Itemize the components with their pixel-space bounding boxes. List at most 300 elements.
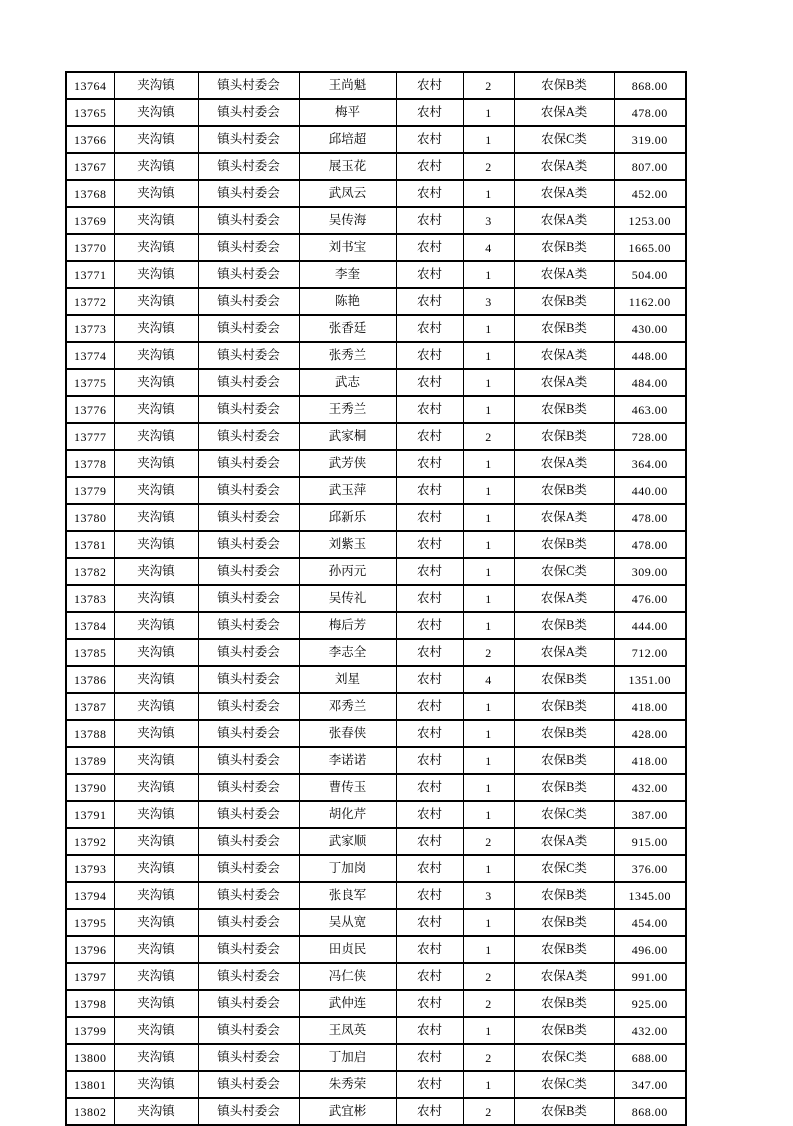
cell-town: 夹沟镇 xyxy=(114,180,198,207)
cell-amount: 309.00 xyxy=(614,558,686,585)
cell-amount: 387.00 xyxy=(614,801,686,828)
cell-insurance-category: 农保B类 xyxy=(514,882,614,909)
table-row xyxy=(66,855,686,882)
cell-amount: 452.00 xyxy=(614,180,686,207)
cell-town: 夹沟镇 xyxy=(114,666,198,693)
cell-residence-type: 农村 xyxy=(396,963,463,990)
cell-town: 夹沟镇 xyxy=(114,72,198,99)
records-table xyxy=(65,71,687,1126)
cell-amount: 807.00 xyxy=(614,153,686,180)
cell-person-count: 1 xyxy=(463,801,514,828)
table-row xyxy=(66,990,686,1017)
cell-amount: 444.00 xyxy=(614,612,686,639)
cell-insurance-category: 农保B类 xyxy=(514,396,614,423)
cell-residence-type: 农村 xyxy=(396,720,463,747)
cell-village-committee: 镇头村委会 xyxy=(198,720,299,747)
cell-amount: 418.00 xyxy=(614,747,686,774)
table-row xyxy=(66,639,686,666)
cell-amount: 496.00 xyxy=(614,936,686,963)
cell-person-count: 2 xyxy=(463,1044,514,1071)
cell-person-count: 1 xyxy=(463,180,514,207)
cell-amount: 463.00 xyxy=(614,396,686,423)
cell-town: 夹沟镇 xyxy=(114,504,198,531)
cell-village-committee: 镇头村委会 xyxy=(198,612,299,639)
cell-record-id: 13797 xyxy=(66,963,114,990)
cell-person-count: 1 xyxy=(463,369,514,396)
cell-insurance-category: 农保A类 xyxy=(514,207,614,234)
cell-residence-type: 农村 xyxy=(396,639,463,666)
cell-person-name: 武玉萍 xyxy=(299,477,396,504)
cell-record-id: 13789 xyxy=(66,747,114,774)
cell-village-committee: 镇头村委会 xyxy=(198,828,299,855)
cell-person-name: 胡化芹 xyxy=(299,801,396,828)
cell-person-name: 吴传海 xyxy=(299,207,396,234)
table-row xyxy=(66,882,686,909)
cell-village-committee: 镇头村委会 xyxy=(198,477,299,504)
table-row xyxy=(66,1071,686,1098)
cell-person-count: 1 xyxy=(463,855,514,882)
cell-town: 夹沟镇 xyxy=(114,342,198,369)
cell-person-count: 2 xyxy=(463,423,514,450)
cell-residence-type: 农村 xyxy=(396,747,463,774)
cell-record-id: 13767 xyxy=(66,153,114,180)
cell-record-id: 13787 xyxy=(66,693,114,720)
cell-person-name: 武家桐 xyxy=(299,423,396,450)
cell-amount: 376.00 xyxy=(614,855,686,882)
cell-amount: 418.00 xyxy=(614,693,686,720)
cell-person-count: 1 xyxy=(463,909,514,936)
cell-residence-type: 农村 xyxy=(396,990,463,1017)
cell-residence-type: 农村 xyxy=(396,774,463,801)
cell-record-id: 13790 xyxy=(66,774,114,801)
cell-record-id: 13802 xyxy=(66,1098,114,1125)
cell-town: 夹沟镇 xyxy=(114,963,198,990)
cell-village-committee: 镇头村委会 xyxy=(198,234,299,261)
cell-person-name: 丁加启 xyxy=(299,1044,396,1071)
cell-residence-type: 农村 xyxy=(396,450,463,477)
cell-record-id: 13801 xyxy=(66,1071,114,1098)
cell-person-count: 3 xyxy=(463,207,514,234)
cell-residence-type: 农村 xyxy=(396,423,463,450)
cell-village-committee: 镇头村委会 xyxy=(198,558,299,585)
cell-town: 夹沟镇 xyxy=(114,261,198,288)
cell-village-committee: 镇头村委会 xyxy=(198,342,299,369)
table-row xyxy=(66,180,686,207)
cell-record-id: 13773 xyxy=(66,315,114,342)
cell-residence-type: 农村 xyxy=(396,801,463,828)
cell-village-committee: 镇头村委会 xyxy=(198,1017,299,1044)
cell-insurance-category: 农保A类 xyxy=(514,153,614,180)
cell-town: 夹沟镇 xyxy=(114,612,198,639)
cell-amount: 478.00 xyxy=(614,99,686,126)
cell-person-name: 刘书宝 xyxy=(299,234,396,261)
cell-village-committee: 镇头村委会 xyxy=(198,990,299,1017)
cell-amount: 925.00 xyxy=(614,990,686,1017)
cell-amount: 728.00 xyxy=(614,423,686,450)
table-row xyxy=(66,936,686,963)
cell-insurance-category: 农保C类 xyxy=(514,1071,614,1098)
cell-insurance-category: 农保A类 xyxy=(514,639,614,666)
cell-record-id: 13781 xyxy=(66,531,114,558)
cell-amount: 504.00 xyxy=(614,261,686,288)
cell-record-id: 13795 xyxy=(66,909,114,936)
cell-town: 夹沟镇 xyxy=(114,936,198,963)
cell-village-committee: 镇头村委会 xyxy=(198,531,299,558)
cell-person-count: 1 xyxy=(463,1071,514,1098)
cell-residence-type: 农村 xyxy=(396,1017,463,1044)
cell-insurance-category: 农保B类 xyxy=(514,72,614,99)
cell-person-count: 1 xyxy=(463,558,514,585)
cell-record-id: 13800 xyxy=(66,1044,114,1071)
cell-person-count: 1 xyxy=(463,99,514,126)
table-row xyxy=(66,612,686,639)
cell-town: 夹沟镇 xyxy=(114,693,198,720)
cell-record-id: 13796 xyxy=(66,936,114,963)
table-row xyxy=(66,963,686,990)
cell-residence-type: 农村 xyxy=(396,180,463,207)
cell-insurance-category: 农保A类 xyxy=(514,585,614,612)
cell-amount: 430.00 xyxy=(614,315,686,342)
cell-amount: 915.00 xyxy=(614,828,686,855)
cell-person-name: 曹传玉 xyxy=(299,774,396,801)
cell-town: 夹沟镇 xyxy=(114,882,198,909)
cell-insurance-category: 农保B类 xyxy=(514,315,614,342)
cell-person-count: 1 xyxy=(463,747,514,774)
cell-record-id: 13782 xyxy=(66,558,114,585)
cell-village-committee: 镇头村委会 xyxy=(198,666,299,693)
cell-town: 夹沟镇 xyxy=(114,234,198,261)
cell-insurance-category: 农保B类 xyxy=(514,747,614,774)
cell-residence-type: 农村 xyxy=(396,369,463,396)
cell-person-name: 刘紫玉 xyxy=(299,531,396,558)
cell-village-committee: 镇头村委会 xyxy=(198,99,299,126)
cell-person-name: 王秀兰 xyxy=(299,396,396,423)
cell-person-name: 王凤英 xyxy=(299,1017,396,1044)
cell-residence-type: 农村 xyxy=(396,828,463,855)
cell-town: 夹沟镇 xyxy=(114,1071,198,1098)
table-row xyxy=(66,747,686,774)
cell-village-committee: 镇头村委会 xyxy=(198,315,299,342)
cell-amount: 364.00 xyxy=(614,450,686,477)
cell-village-committee: 镇头村委会 xyxy=(198,72,299,99)
cell-person-name: 张春侠 xyxy=(299,720,396,747)
cell-village-committee: 镇头村委会 xyxy=(198,450,299,477)
cell-person-count: 1 xyxy=(463,936,514,963)
cell-insurance-category: 农保B类 xyxy=(514,990,614,1017)
cell-village-committee: 镇头村委会 xyxy=(198,693,299,720)
cell-amount: 688.00 xyxy=(614,1044,686,1071)
cell-village-committee: 镇头村委会 xyxy=(198,261,299,288)
cell-amount: 484.00 xyxy=(614,369,686,396)
cell-residence-type: 农村 xyxy=(396,126,463,153)
cell-residence-type: 农村 xyxy=(396,72,463,99)
cell-record-id: 13772 xyxy=(66,288,114,315)
cell-residence-type: 农村 xyxy=(396,477,463,504)
cell-record-id: 13766 xyxy=(66,126,114,153)
cell-person-count: 2 xyxy=(463,990,514,1017)
cell-residence-type: 农村 xyxy=(396,612,463,639)
cell-insurance-category: 农保B类 xyxy=(514,423,614,450)
cell-record-id: 13799 xyxy=(66,1017,114,1044)
cell-village-committee: 镇头村委会 xyxy=(198,774,299,801)
cell-person-count: 2 xyxy=(463,72,514,99)
cell-record-id: 13784 xyxy=(66,612,114,639)
cell-residence-type: 农村 xyxy=(396,234,463,261)
cell-insurance-category: 农保C类 xyxy=(514,1044,614,1071)
cell-amount: 476.00 xyxy=(614,585,686,612)
cell-person-count: 1 xyxy=(463,720,514,747)
cell-town: 夹沟镇 xyxy=(114,369,198,396)
cell-record-id: 13771 xyxy=(66,261,114,288)
cell-town: 夹沟镇 xyxy=(114,423,198,450)
cell-insurance-category: 农保B类 xyxy=(514,774,614,801)
cell-insurance-category: 农保B类 xyxy=(514,909,614,936)
cell-town: 夹沟镇 xyxy=(114,747,198,774)
cell-insurance-category: 农保B类 xyxy=(514,288,614,315)
cell-insurance-category: 农保B类 xyxy=(514,693,614,720)
cell-insurance-category: 农保C类 xyxy=(514,855,614,882)
cell-person-name: 李诺诺 xyxy=(299,747,396,774)
cell-person-name: 展玉花 xyxy=(299,153,396,180)
cell-village-committee: 镇头村委会 xyxy=(198,423,299,450)
table-row xyxy=(66,558,686,585)
cell-amount: 1351.00 xyxy=(614,666,686,693)
table-row xyxy=(66,720,686,747)
cell-amount: 432.00 xyxy=(614,774,686,801)
cell-town: 夹沟镇 xyxy=(114,558,198,585)
cell-residence-type: 农村 xyxy=(396,882,463,909)
cell-insurance-category: 农保A类 xyxy=(514,369,614,396)
cell-town: 夹沟镇 xyxy=(114,990,198,1017)
cell-village-committee: 镇头村委会 xyxy=(198,936,299,963)
cell-person-count: 1 xyxy=(463,261,514,288)
cell-person-name: 吴传礼 xyxy=(299,585,396,612)
cell-record-id: 13780 xyxy=(66,504,114,531)
cell-person-count: 1 xyxy=(463,531,514,558)
cell-village-committee: 镇头村委会 xyxy=(198,855,299,882)
cell-insurance-category: 农保A类 xyxy=(514,261,614,288)
cell-village-committee: 镇头村委会 xyxy=(198,180,299,207)
table-row xyxy=(66,801,686,828)
cell-residence-type: 农村 xyxy=(396,855,463,882)
cell-amount: 868.00 xyxy=(614,1098,686,1125)
cell-insurance-category: 农保B类 xyxy=(514,612,614,639)
cell-amount: 448.00 xyxy=(614,342,686,369)
cell-person-name: 梅平 xyxy=(299,99,396,126)
cell-person-name: 冯仁侠 xyxy=(299,963,396,990)
cell-record-id: 13783 xyxy=(66,585,114,612)
cell-village-committee: 镇头村委会 xyxy=(198,288,299,315)
cell-amount: 868.00 xyxy=(614,72,686,99)
cell-town: 夹沟镇 xyxy=(114,1098,198,1125)
cell-village-committee: 镇头村委会 xyxy=(198,1044,299,1071)
cell-residence-type: 农村 xyxy=(396,1071,463,1098)
cell-person-name: 武宜彬 xyxy=(299,1098,396,1125)
cell-amount: 478.00 xyxy=(614,531,686,558)
cell-record-id: 13798 xyxy=(66,990,114,1017)
cell-insurance-category: 农保B类 xyxy=(514,720,614,747)
cell-town: 夹沟镇 xyxy=(114,99,198,126)
cell-town: 夹沟镇 xyxy=(114,531,198,558)
table-row xyxy=(66,504,686,531)
cell-person-name: 邱新乐 xyxy=(299,504,396,531)
cell-insurance-category: 农保A类 xyxy=(514,828,614,855)
cell-person-count: 1 xyxy=(463,774,514,801)
cell-village-committee: 镇头村委会 xyxy=(198,1098,299,1125)
cell-record-id: 13792 xyxy=(66,828,114,855)
cell-village-committee: 镇头村委会 xyxy=(198,909,299,936)
cell-record-id: 13764 xyxy=(66,72,114,99)
table-row xyxy=(66,288,686,315)
cell-village-committee: 镇头村委会 xyxy=(198,207,299,234)
cell-town: 夹沟镇 xyxy=(114,288,198,315)
cell-person-count: 1 xyxy=(463,315,514,342)
cell-village-committee: 镇头村委会 xyxy=(198,504,299,531)
cell-town: 夹沟镇 xyxy=(114,153,198,180)
cell-residence-type: 农村 xyxy=(396,1044,463,1071)
cell-residence-type: 农村 xyxy=(396,342,463,369)
cell-amount: 432.00 xyxy=(614,1017,686,1044)
cell-village-committee: 镇头村委会 xyxy=(198,963,299,990)
cell-amount: 454.00 xyxy=(614,909,686,936)
cell-person-count: 1 xyxy=(463,585,514,612)
cell-person-name: 武家顺 xyxy=(299,828,396,855)
cell-amount: 712.00 xyxy=(614,639,686,666)
cell-village-committee: 镇头村委会 xyxy=(198,396,299,423)
cell-person-count: 1 xyxy=(463,504,514,531)
cell-record-id: 13785 xyxy=(66,639,114,666)
cell-residence-type: 农村 xyxy=(396,288,463,315)
cell-person-name: 丁加岗 xyxy=(299,855,396,882)
cell-insurance-category: 农保B类 xyxy=(514,234,614,261)
cell-town: 夹沟镇 xyxy=(114,639,198,666)
cell-residence-type: 农村 xyxy=(396,207,463,234)
cell-insurance-category: 农保A类 xyxy=(514,450,614,477)
cell-residence-type: 农村 xyxy=(396,909,463,936)
cell-person-count: 4 xyxy=(463,234,514,261)
table-row xyxy=(66,1044,686,1071)
cell-town: 夹沟镇 xyxy=(114,396,198,423)
cell-record-id: 13769 xyxy=(66,207,114,234)
cell-record-id: 13786 xyxy=(66,666,114,693)
cell-person-count: 3 xyxy=(463,882,514,909)
cell-insurance-category: 农保B类 xyxy=(514,936,614,963)
cell-village-committee: 镇头村委会 xyxy=(198,639,299,666)
cell-person-count: 2 xyxy=(463,153,514,180)
table-row xyxy=(66,207,686,234)
cell-person-count: 4 xyxy=(463,666,514,693)
cell-residence-type: 农村 xyxy=(396,585,463,612)
cell-person-name: 梅后芳 xyxy=(299,612,396,639)
cell-village-committee: 镇头村委会 xyxy=(198,369,299,396)
cell-record-id: 13793 xyxy=(66,855,114,882)
cell-town: 夹沟镇 xyxy=(114,1044,198,1071)
cell-record-id: 13778 xyxy=(66,450,114,477)
cell-person-count: 1 xyxy=(463,396,514,423)
cell-person-count: 2 xyxy=(463,963,514,990)
cell-amount: 440.00 xyxy=(614,477,686,504)
cell-village-committee: 镇头村委会 xyxy=(198,747,299,774)
cell-record-id: 13770 xyxy=(66,234,114,261)
cell-town: 夹沟镇 xyxy=(114,126,198,153)
cell-insurance-category: 农保C类 xyxy=(514,126,614,153)
cell-person-count: 2 xyxy=(463,828,514,855)
table-row xyxy=(66,423,686,450)
cell-town: 夹沟镇 xyxy=(114,855,198,882)
cell-town: 夹沟镇 xyxy=(114,909,198,936)
cell-village-committee: 镇头村委会 xyxy=(198,882,299,909)
cell-person-name: 田贞民 xyxy=(299,936,396,963)
cell-person-count: 1 xyxy=(463,1017,514,1044)
cell-person-count: 1 xyxy=(463,693,514,720)
cell-insurance-category: 农保A类 xyxy=(514,963,614,990)
table-row xyxy=(66,1017,686,1044)
cell-town: 夹沟镇 xyxy=(114,207,198,234)
cell-amount: 1345.00 xyxy=(614,882,686,909)
table-row xyxy=(66,261,686,288)
table-row xyxy=(66,72,686,99)
cell-record-id: 13774 xyxy=(66,342,114,369)
cell-town: 夹沟镇 xyxy=(114,1017,198,1044)
table-row xyxy=(66,693,686,720)
cell-person-name: 李志全 xyxy=(299,639,396,666)
cell-insurance-category: 农保B类 xyxy=(514,1098,614,1125)
table-row xyxy=(66,585,686,612)
table-row xyxy=(66,315,686,342)
table-row xyxy=(66,477,686,504)
table-row xyxy=(66,126,686,153)
table-row xyxy=(66,666,686,693)
cell-person-name: 李奎 xyxy=(299,261,396,288)
cell-record-id: 13779 xyxy=(66,477,114,504)
cell-residence-type: 农村 xyxy=(396,153,463,180)
table-row xyxy=(66,153,686,180)
cell-insurance-category: 农保A类 xyxy=(514,180,614,207)
cell-person-name: 朱秀荣 xyxy=(299,1071,396,1098)
cell-amount: 478.00 xyxy=(614,504,686,531)
cell-person-name: 武芳侠 xyxy=(299,450,396,477)
cell-person-count: 1 xyxy=(463,126,514,153)
cell-amount: 1253.00 xyxy=(614,207,686,234)
table-row xyxy=(66,234,686,261)
cell-residence-type: 农村 xyxy=(396,1098,463,1125)
cell-person-name: 武仲连 xyxy=(299,990,396,1017)
cell-person-count: 1 xyxy=(463,450,514,477)
cell-amount: 319.00 xyxy=(614,126,686,153)
cell-village-committee: 镇头村委会 xyxy=(198,126,299,153)
cell-village-committee: 镇头村委会 xyxy=(198,585,299,612)
cell-residence-type: 农村 xyxy=(396,396,463,423)
table-row xyxy=(66,531,686,558)
cell-record-id: 13775 xyxy=(66,369,114,396)
cell-town: 夹沟镇 xyxy=(114,774,198,801)
cell-record-id: 13788 xyxy=(66,720,114,747)
cell-record-id: 13794 xyxy=(66,882,114,909)
cell-residence-type: 农村 xyxy=(396,558,463,585)
table-row xyxy=(66,450,686,477)
table-row xyxy=(66,99,686,126)
cell-record-id: 13768 xyxy=(66,180,114,207)
table-row xyxy=(66,1098,686,1125)
cell-insurance-category: 农保C类 xyxy=(514,801,614,828)
cell-person-count: 1 xyxy=(463,612,514,639)
table-row xyxy=(66,909,686,936)
cell-person-name: 陈艳 xyxy=(299,288,396,315)
cell-town: 夹沟镇 xyxy=(114,585,198,612)
table-row xyxy=(66,342,686,369)
cell-person-name: 武志 xyxy=(299,369,396,396)
cell-insurance-category: 农保B类 xyxy=(514,531,614,558)
